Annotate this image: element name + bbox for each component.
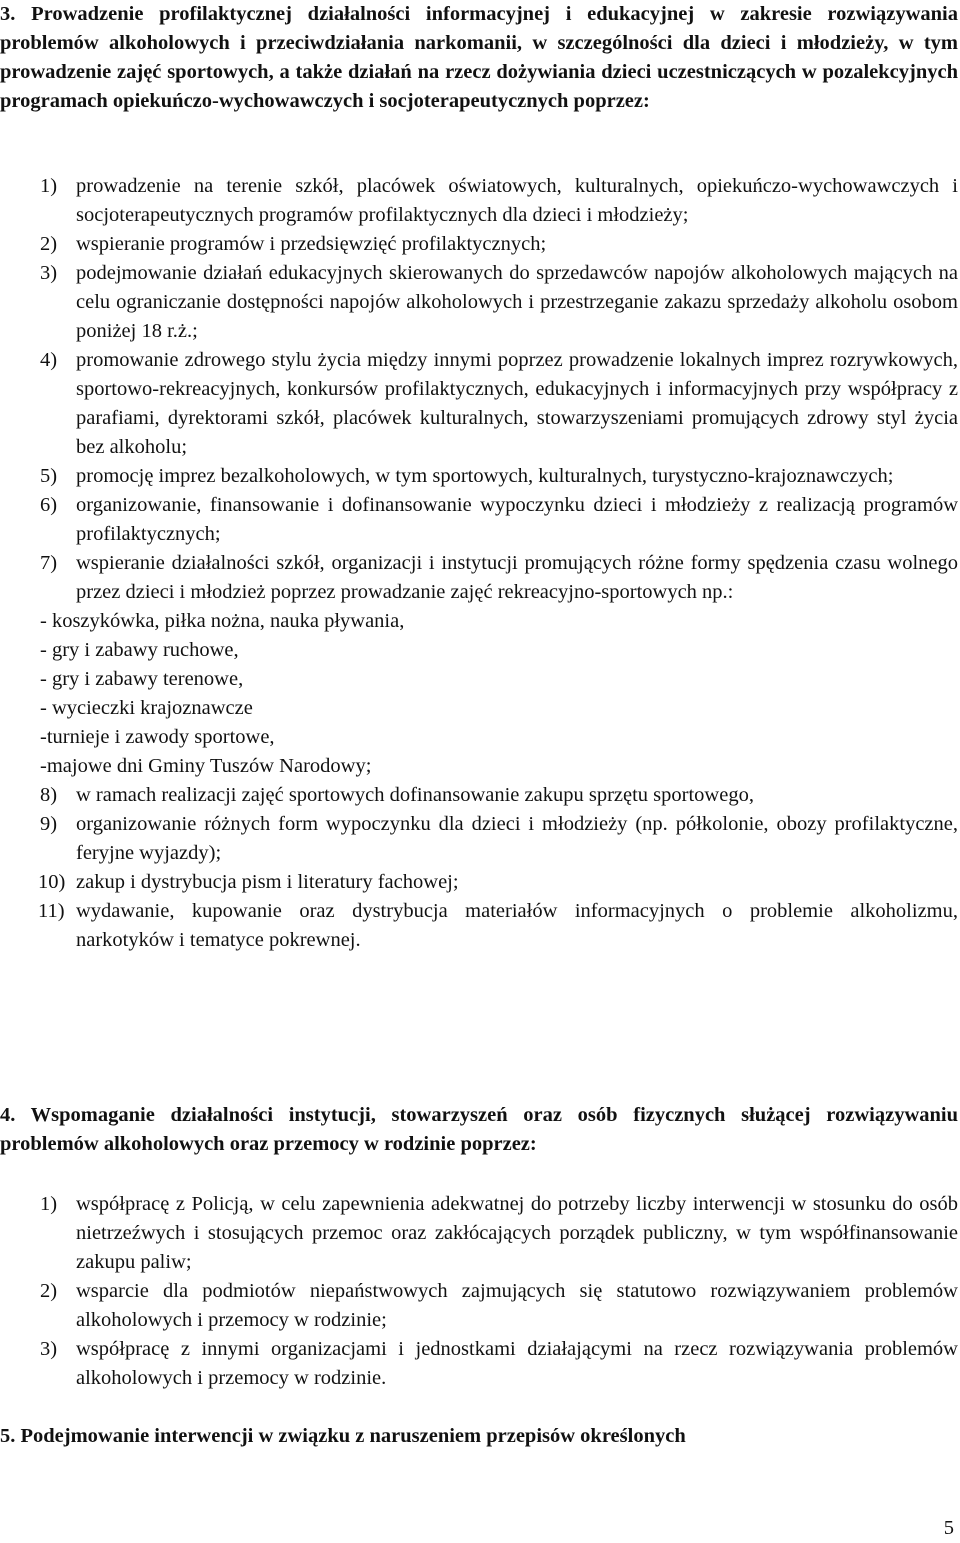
list-item <box>0 491 958 549</box>
item-number: 7) <box>40 552 58 574</box>
item-text: wydawanie, kupowanie oraz dystrybucja materiałów informacyjnych o problemie alkoholizmu, narkotyków i tematyce pokrewnej. <box>76 900 958 951</box>
item-number: 2) <box>40 233 58 255</box>
item-text: wspieranie programów i przedsięwzięć profilaktycznych; <box>76 233 547 255</box>
sub-item: - koszykówka, piłka nożna, nauka pływania, <box>40 610 405 632</box>
item-number: 1) <box>40 1193 58 1215</box>
sub-item: - gry i zabawy terenowe, <box>40 668 244 690</box>
item-text: współpracę z Policją, w celu zapewnienia adekwatnej do potrzeby liczby interwencji w stosunku do osób nietrzeźwych i stosujących przemoc oraz zakłócających porządek publiczny, w tym współfinansowanie zakupu paliw; <box>76 1193 958 1273</box>
section-4-list <box>0 1190 958 1393</box>
list-item <box>0 1190 958 1277</box>
item-number: 10) <box>38 871 66 893</box>
item-text: współpracę z innymi organizacjami i jednostkami działającymi na rzecz rozwiązywania problemów alkoholowych i przemocy w rodzinie. <box>76 1338 958 1389</box>
sub-item: -turnieje i zawody sportowe, <box>40 726 275 748</box>
item-text: wspieranie działalności szkół, organizacji i instytucji promujących różne formy spędzenia czasu wolnego przez dzieci i młodzież poprzez prowadzanie zajęć rekreacyjno-sportowych np.: <box>76 552 958 603</box>
list-item <box>0 230 958 259</box>
section-3-list <box>0 172 958 955</box>
list-item <box>0 1277 958 1335</box>
item-text: wsparcie dla podmiotów niepaństwowych zajmujących się statutowo rozwiązywaniem problemów alkoholowych i przemocy w rodzinie; <box>76 1280 958 1331</box>
list-item <box>0 549 958 781</box>
item-number: 8) <box>40 784 58 806</box>
item-text: organizowanie różnych form wypoczynku dla dzieci i młodzieży (np. półkolonie, obozy profilaktyczne, feryjne wyjazdy); <box>76 813 958 864</box>
list-item <box>0 172 958 230</box>
item-text: prowadzenie na terenie szkół, placówek oświatowych, kulturalnych, opiekuńczo-wychowawczych i socjoterapeutycznych programów profilaktycznych dla dzieci i młodzieży; <box>76 175 958 226</box>
list-item <box>0 346 958 462</box>
item-text: zakup i dystrybucja pism i literatury fachowej; <box>76 871 459 893</box>
item-text: w ramach realizacji zajęć sportowych dofinansowanie zakupu sprzętu sportowego, <box>76 784 754 806</box>
item-number: 1) <box>40 175 58 197</box>
item-text: organizowanie, finansowanie i dofinansowanie wypoczynku dzieci i młodzieży z realizacją programów profilaktycznych; <box>76 494 958 545</box>
list-item <box>0 1335 958 1393</box>
list-item <box>0 897 958 955</box>
list-item <box>0 462 958 491</box>
sub-item: - gry i zabawy ruchowe, <box>40 639 239 661</box>
item-text: podejmowanie działań edukacyjnych skierowanych do sprzedawców napojów alkoholowych mających na celu ograniczanie dostępności napojów alkoholowych i przestrzeganie zakazu sprzedaży alkoholu osobom poniżej 18 r.ż.; <box>76 262 958 342</box>
item-text: promowanie zdrowego stylu życia między innymi poprzez prowadzenie lokalnych imprez rozrywkowych, sportowo-rekreacyjnych, konkursów profilaktycznych, edukacyjnych i informacyjnych przy współpracy z parafiami, dyrektorami szkół, placówek kulturalnych, stowarzyszeniami promujących zdrowy styl życia bez alkoholu; <box>76 349 958 458</box>
item-number: 2) <box>40 1280 58 1302</box>
item-number: 3) <box>40 262 58 284</box>
list-item <box>0 868 958 897</box>
section-4-heading: 4. Wspomaganie działalności instytucji, stowarzyszeń oraz osób fizycznych służącej rozwiązywaniu problemów alkoholowych oraz przemocy w rodzinie poprzez: <box>0 1104 958 1155</box>
sub-item: -majowe dni Gminy Tuszów Narodowy; <box>40 755 372 777</box>
list-item <box>0 259 958 346</box>
section-5-heading: 5. Podejmowanie interwencji w związku z naruszeniem przepisów określonych <box>0 1425 686 1447</box>
item-number: 9) <box>40 813 58 835</box>
item-number: 4) <box>40 349 58 371</box>
list-item <box>0 810 958 868</box>
item-number: 11) <box>38 900 65 922</box>
sport-activities-list <box>40 607 958 781</box>
item-number: 6) <box>40 494 58 516</box>
sub-item: - wycieczki krajoznawcze <box>40 697 253 719</box>
section-3-heading: 3. Prowadzenie profilaktycznej działalności informacyjnej i edukacyjnej w zakresie rozwiązywania problemów alkoholowych i przeciwdziałania narkomanii, w szczególności dla dzieci i młodzieży, w tym prowadzenie zajęć sportowych, a także działań na rzecz dożywiania dzieci uczestniczących w pozalekcyjnych programach opiekuńczo-wychowawczych i socjoterapeutycznych poprzez: <box>0 3 958 112</box>
page-number: 5 <box>943 1517 954 1539</box>
list-item <box>0 781 958 810</box>
item-number: 3) <box>40 1338 58 1360</box>
item-text: promocję imprez bezalkoholowych, w tym sportowych, kulturalnych, turystyczno-krajoznawczych; <box>76 465 894 487</box>
item-number: 5) <box>40 465 58 487</box>
